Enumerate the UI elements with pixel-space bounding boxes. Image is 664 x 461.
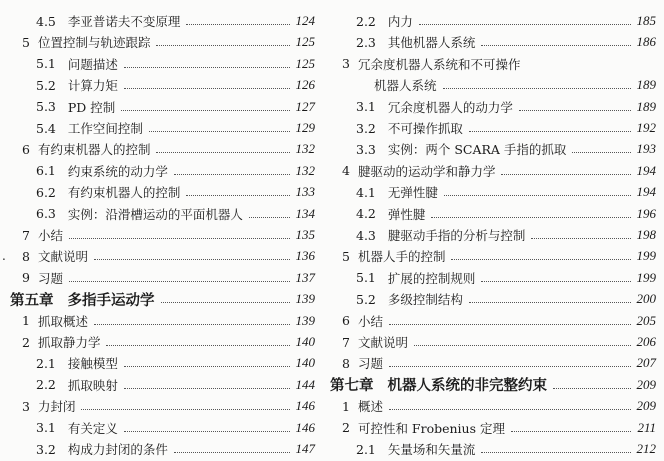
dot-leader bbox=[156, 44, 289, 46]
dot-leader bbox=[186, 194, 289, 196]
section-title: 习题 bbox=[37, 270, 63, 286]
toc-entry[interactable] bbox=[10, 224, 315, 246]
section-title: PD 控制 bbox=[67, 99, 116, 115]
page-number: 136 bbox=[295, 248, 315, 264]
dot-leader bbox=[481, 280, 630, 282]
section-number: 2 bbox=[342, 420, 350, 436]
dot-leader bbox=[106, 344, 289, 346]
dot-leader bbox=[531, 237, 630, 239]
section-title: 工作空间控制 bbox=[67, 121, 143, 136]
toc-entry[interactable] bbox=[10, 438, 315, 460]
toc-entry[interactable] bbox=[330, 138, 656, 160]
section-title: 位置控制与轨迹跟踪 bbox=[37, 35, 151, 51]
dot-leader bbox=[469, 301, 631, 303]
dot-leader bbox=[389, 408, 631, 410]
toc-entry[interactable] bbox=[10, 267, 315, 289]
section-number: 3.2 bbox=[36, 441, 56, 457]
dot-leader bbox=[481, 44, 630, 46]
section-title: 概述 bbox=[357, 399, 383, 415]
section-number: 7 bbox=[342, 334, 350, 350]
page-number: 199 bbox=[636, 248, 656, 264]
chapter-heading[interactable] bbox=[330, 374, 656, 396]
page-number: 139 bbox=[295, 312, 315, 328]
page-number: 199 bbox=[636, 269, 656, 285]
section-title: 弹性腱 bbox=[387, 206, 426, 222]
page-number: 189 bbox=[636, 77, 656, 93]
section-number: 1 bbox=[22, 313, 30, 329]
section-number: 4.5 bbox=[36, 13, 56, 29]
section-number: 5 bbox=[342, 248, 350, 264]
toc-entry[interactable] bbox=[330, 74, 656, 96]
toc-entry[interactable] bbox=[10, 417, 315, 439]
dot-leader bbox=[94, 258, 290, 260]
section-title: 计算力矩 bbox=[67, 78, 118, 94]
dot-leader bbox=[174, 451, 290, 453]
dot-leader bbox=[469, 130, 631, 132]
toc-entry[interactable] bbox=[10, 31, 315, 53]
toc-entry[interactable] bbox=[10, 245, 315, 267]
section-title: 力封闭 bbox=[37, 399, 76, 415]
section-number: 4 bbox=[342, 163, 350, 179]
page-number: 212 bbox=[636, 441, 656, 456]
toc-entry[interactable] bbox=[330, 181, 656, 203]
section-number: 3.3 bbox=[356, 141, 376, 157]
section-title: 抓取映射 bbox=[67, 377, 118, 393]
page-number: 134 bbox=[295, 205, 315, 221]
toc-entry[interactable] bbox=[10, 96, 315, 118]
dot-leader bbox=[451, 258, 630, 260]
toc-entry[interactable] bbox=[330, 10, 656, 32]
toc-entry[interactable] bbox=[330, 395, 656, 417]
page-number: 209 bbox=[636, 398, 656, 414]
page-number: 146 bbox=[295, 419, 315, 435]
toc-entry[interactable] bbox=[10, 331, 315, 353]
dot-leader bbox=[419, 23, 631, 25]
toc-entry[interactable] bbox=[330, 31, 656, 53]
section-number: 5.4 bbox=[36, 120, 56, 136]
section-title: 实例：沿滑槽运动的平面机器人 bbox=[67, 206, 243, 222]
section-title: 机器人系统的非完整约束 bbox=[387, 377, 547, 395]
toc-entry[interactable] bbox=[330, 417, 656, 439]
section-number: 2.1 bbox=[36, 355, 56, 371]
page-number: 132 bbox=[295, 141, 315, 157]
page-number: 133 bbox=[295, 184, 315, 200]
toc-entry[interactable] bbox=[10, 117, 315, 139]
section-number: 2.1 bbox=[356, 441, 376, 457]
page-number: 147 bbox=[295, 441, 315, 456]
section-number: 5.1 bbox=[356, 270, 376, 286]
dot-leader bbox=[124, 430, 290, 432]
page-number: 192 bbox=[636, 120, 656, 135]
section-number: 3.1 bbox=[36, 420, 56, 436]
page-number: 132 bbox=[295, 162, 315, 178]
toc-entry[interactable] bbox=[10, 374, 315, 396]
dot-leader bbox=[414, 344, 631, 346]
dot-leader bbox=[124, 87, 290, 89]
page-number: 137 bbox=[295, 269, 315, 285]
section-number: 8 bbox=[342, 355, 350, 371]
section-title: 冗余度机器人的动力学 bbox=[387, 99, 513, 115]
dot-leader bbox=[526, 66, 650, 67]
page-number: 140 bbox=[295, 334, 315, 349]
section-number: 3.2 bbox=[356, 120, 376, 136]
dot-leader bbox=[389, 365, 631, 367]
section-title: 有约束机器人的控制 bbox=[37, 142, 151, 158]
section-title: 小结 bbox=[357, 313, 383, 329]
section-number: 3 bbox=[22, 398, 30, 414]
section-title: 文献说明 bbox=[357, 335, 408, 350]
toc-entry[interactable] bbox=[10, 203, 315, 225]
section-number: 5 bbox=[22, 34, 30, 50]
toc-entry[interactable] bbox=[330, 117, 656, 139]
section-number: 5.3 bbox=[36, 99, 56, 115]
section-number: 1 bbox=[342, 398, 350, 414]
toc-entry[interactable] bbox=[10, 10, 315, 32]
section-number: 6 bbox=[22, 141, 30, 157]
page-number: 189 bbox=[636, 98, 656, 114]
toc-entry[interactable] bbox=[10, 53, 315, 75]
page-number: 126 bbox=[295, 77, 315, 93]
page-number: 196 bbox=[636, 205, 656, 221]
section-title: 小结 bbox=[37, 228, 63, 243]
section-title: 矢量场和矢量流 bbox=[387, 442, 476, 457]
section-title: 有约束机器人的控制 bbox=[67, 185, 181, 201]
section-number: 6.1 bbox=[36, 163, 56, 179]
toc-entry[interactable] bbox=[10, 395, 315, 417]
section-number: 第七章 bbox=[330, 377, 374, 395]
page-number: 135 bbox=[295, 227, 315, 242]
dot-leader bbox=[511, 430, 631, 432]
toc-entry[interactable] bbox=[330, 331, 656, 353]
section-number: 5.1 bbox=[36, 56, 56, 72]
section-title: 机器人手的控制 bbox=[357, 249, 446, 265]
dot-leader bbox=[69, 280, 290, 282]
page-number: 125 bbox=[295, 34, 315, 50]
dot-leader bbox=[249, 216, 290, 218]
dot-leader bbox=[121, 109, 289, 111]
page-number: 140 bbox=[295, 355, 315, 371]
section-title: 抓取概述 bbox=[37, 313, 88, 329]
section-number: 2.2 bbox=[36, 377, 56, 393]
toc-entry[interactable] bbox=[330, 310, 656, 332]
section-title: 约束系统的动力学 bbox=[67, 163, 168, 179]
page-number: 146 bbox=[295, 398, 315, 414]
section-title: 冗余度机器人系统和不可操作 bbox=[357, 56, 521, 72]
dot-leader bbox=[481, 451, 630, 453]
section-number: 9 bbox=[22, 270, 30, 286]
toc-entry[interactable] bbox=[330, 160, 656, 182]
section-title: 实例：两个 SCARA 手指的抓取 bbox=[387, 142, 567, 158]
section-number: 4.2 bbox=[356, 206, 376, 222]
toc-entry[interactable] bbox=[330, 438, 656, 460]
section-title: 有关定义 bbox=[67, 420, 118, 436]
dot-leader bbox=[124, 66, 290, 68]
section-number: 6 bbox=[342, 313, 350, 329]
section-title: 李亚普诺夫不变原理 bbox=[67, 14, 181, 29]
section-number: 2.2 bbox=[356, 13, 376, 29]
toc-entry[interactable] bbox=[10, 74, 315, 96]
section-number: 第五章 bbox=[10, 291, 54, 309]
section-title: 接触模型 bbox=[67, 356, 118, 372]
dot-leader bbox=[431, 216, 630, 218]
section-number: 5.2 bbox=[36, 77, 56, 93]
dot-leader bbox=[443, 87, 631, 89]
dot-leader bbox=[519, 109, 631, 111]
page-number: 207 bbox=[636, 355, 656, 371]
section-title: 多指手运动学 bbox=[67, 291, 155, 309]
section-title: 腱驱动的运动学和静力学 bbox=[357, 163, 496, 179]
section-title: 机器人系统 bbox=[374, 78, 437, 94]
page-number: 206 bbox=[636, 334, 656, 349]
section-title: 构成力封闭的条件 bbox=[67, 442, 168, 457]
dot-leader bbox=[69, 237, 290, 239]
page-number: 186 bbox=[636, 34, 656, 50]
toc-entry[interactable] bbox=[330, 203, 656, 225]
section-number: 4.1 bbox=[356, 184, 376, 200]
toc-entry[interactable] bbox=[330, 245, 656, 267]
dot-leader bbox=[156, 151, 289, 153]
section-number: 2.3 bbox=[356, 34, 376, 50]
dot-leader bbox=[149, 130, 290, 132]
dot-leader bbox=[124, 387, 290, 389]
page-number: 125 bbox=[295, 55, 315, 71]
dot-leader bbox=[124, 365, 290, 367]
dot-leader bbox=[553, 387, 631, 389]
section-title: 习题 bbox=[357, 356, 383, 372]
page-number: 194 bbox=[636, 162, 656, 178]
page-number: 185 bbox=[636, 13, 656, 28]
dot-leader bbox=[174, 173, 290, 175]
section-number: 6.2 bbox=[36, 184, 56, 200]
toc-entry[interactable] bbox=[10, 352, 315, 374]
section-number: 8 bbox=[22, 248, 30, 264]
chapter-heading[interactable] bbox=[10, 288, 315, 310]
stray-mark: . bbox=[2, 249, 6, 263]
page-number: 209 bbox=[636, 376, 656, 392]
toc-entry[interactable] bbox=[330, 352, 656, 374]
toc-entry[interactable] bbox=[330, 288, 656, 310]
toc-entry[interactable] bbox=[330, 96, 656, 118]
section-number: 5.2 bbox=[356, 291, 376, 307]
toc-entry[interactable] bbox=[10, 160, 315, 182]
page-number: 193 bbox=[636, 141, 656, 157]
page-number: 139 bbox=[295, 291, 315, 307]
section-title: 问题描述 bbox=[67, 56, 118, 72]
section-title: 多级控制结构 bbox=[387, 292, 463, 308]
page-number: 205 bbox=[636, 312, 656, 328]
page-number: 129 bbox=[295, 120, 315, 135]
dot-leader bbox=[81, 408, 289, 410]
page-number: 124 bbox=[295, 13, 315, 28]
page-number: 144 bbox=[295, 376, 315, 392]
section-number: 4.3 bbox=[356, 227, 376, 243]
page-number: 200 bbox=[636, 291, 656, 307]
toc-entry[interactable] bbox=[10, 138, 315, 160]
toc-entry[interactable] bbox=[330, 224, 656, 246]
page-number: 194 bbox=[636, 184, 656, 200]
dot-leader bbox=[186, 23, 289, 25]
section-title: 扩展的控制规则 bbox=[387, 270, 476, 286]
page-number: 198 bbox=[636, 227, 656, 242]
section-title: 抓取静力学 bbox=[37, 335, 101, 350]
section-number: 3 bbox=[342, 56, 350, 72]
section-title: 内力 bbox=[387, 14, 413, 29]
page-number: 127 bbox=[295, 98, 315, 114]
dot-leader bbox=[389, 323, 631, 325]
section-number: 3.1 bbox=[356, 99, 376, 115]
toc-entry[interactable] bbox=[10, 181, 315, 203]
section-title: 文献说明 bbox=[37, 249, 88, 265]
toc-entry[interactable] bbox=[330, 267, 656, 289]
dot-leader bbox=[161, 301, 290, 303]
toc-entry[interactable] bbox=[10, 310, 315, 332]
dot-leader bbox=[572, 151, 630, 153]
dot-leader bbox=[94, 323, 290, 325]
toc-entry[interactable] bbox=[330, 53, 656, 75]
section-title: 不可操作抓取 bbox=[387, 121, 463, 136]
section-number: 2 bbox=[22, 334, 30, 350]
section-title: 可控性和 Frobenius 定理 bbox=[357, 420, 505, 436]
section-title: 其他机器人系统 bbox=[387, 35, 476, 51]
section-number: 6.3 bbox=[36, 206, 56, 222]
dot-leader bbox=[501, 173, 630, 175]
section-title: 无弹性腱 bbox=[387, 185, 438, 201]
section-number: 7 bbox=[22, 227, 30, 243]
dot-leader bbox=[444, 194, 631, 196]
page-number: 211 bbox=[637, 419, 656, 435]
section-title: 腱驱动手指的分析与控制 bbox=[387, 228, 526, 243]
